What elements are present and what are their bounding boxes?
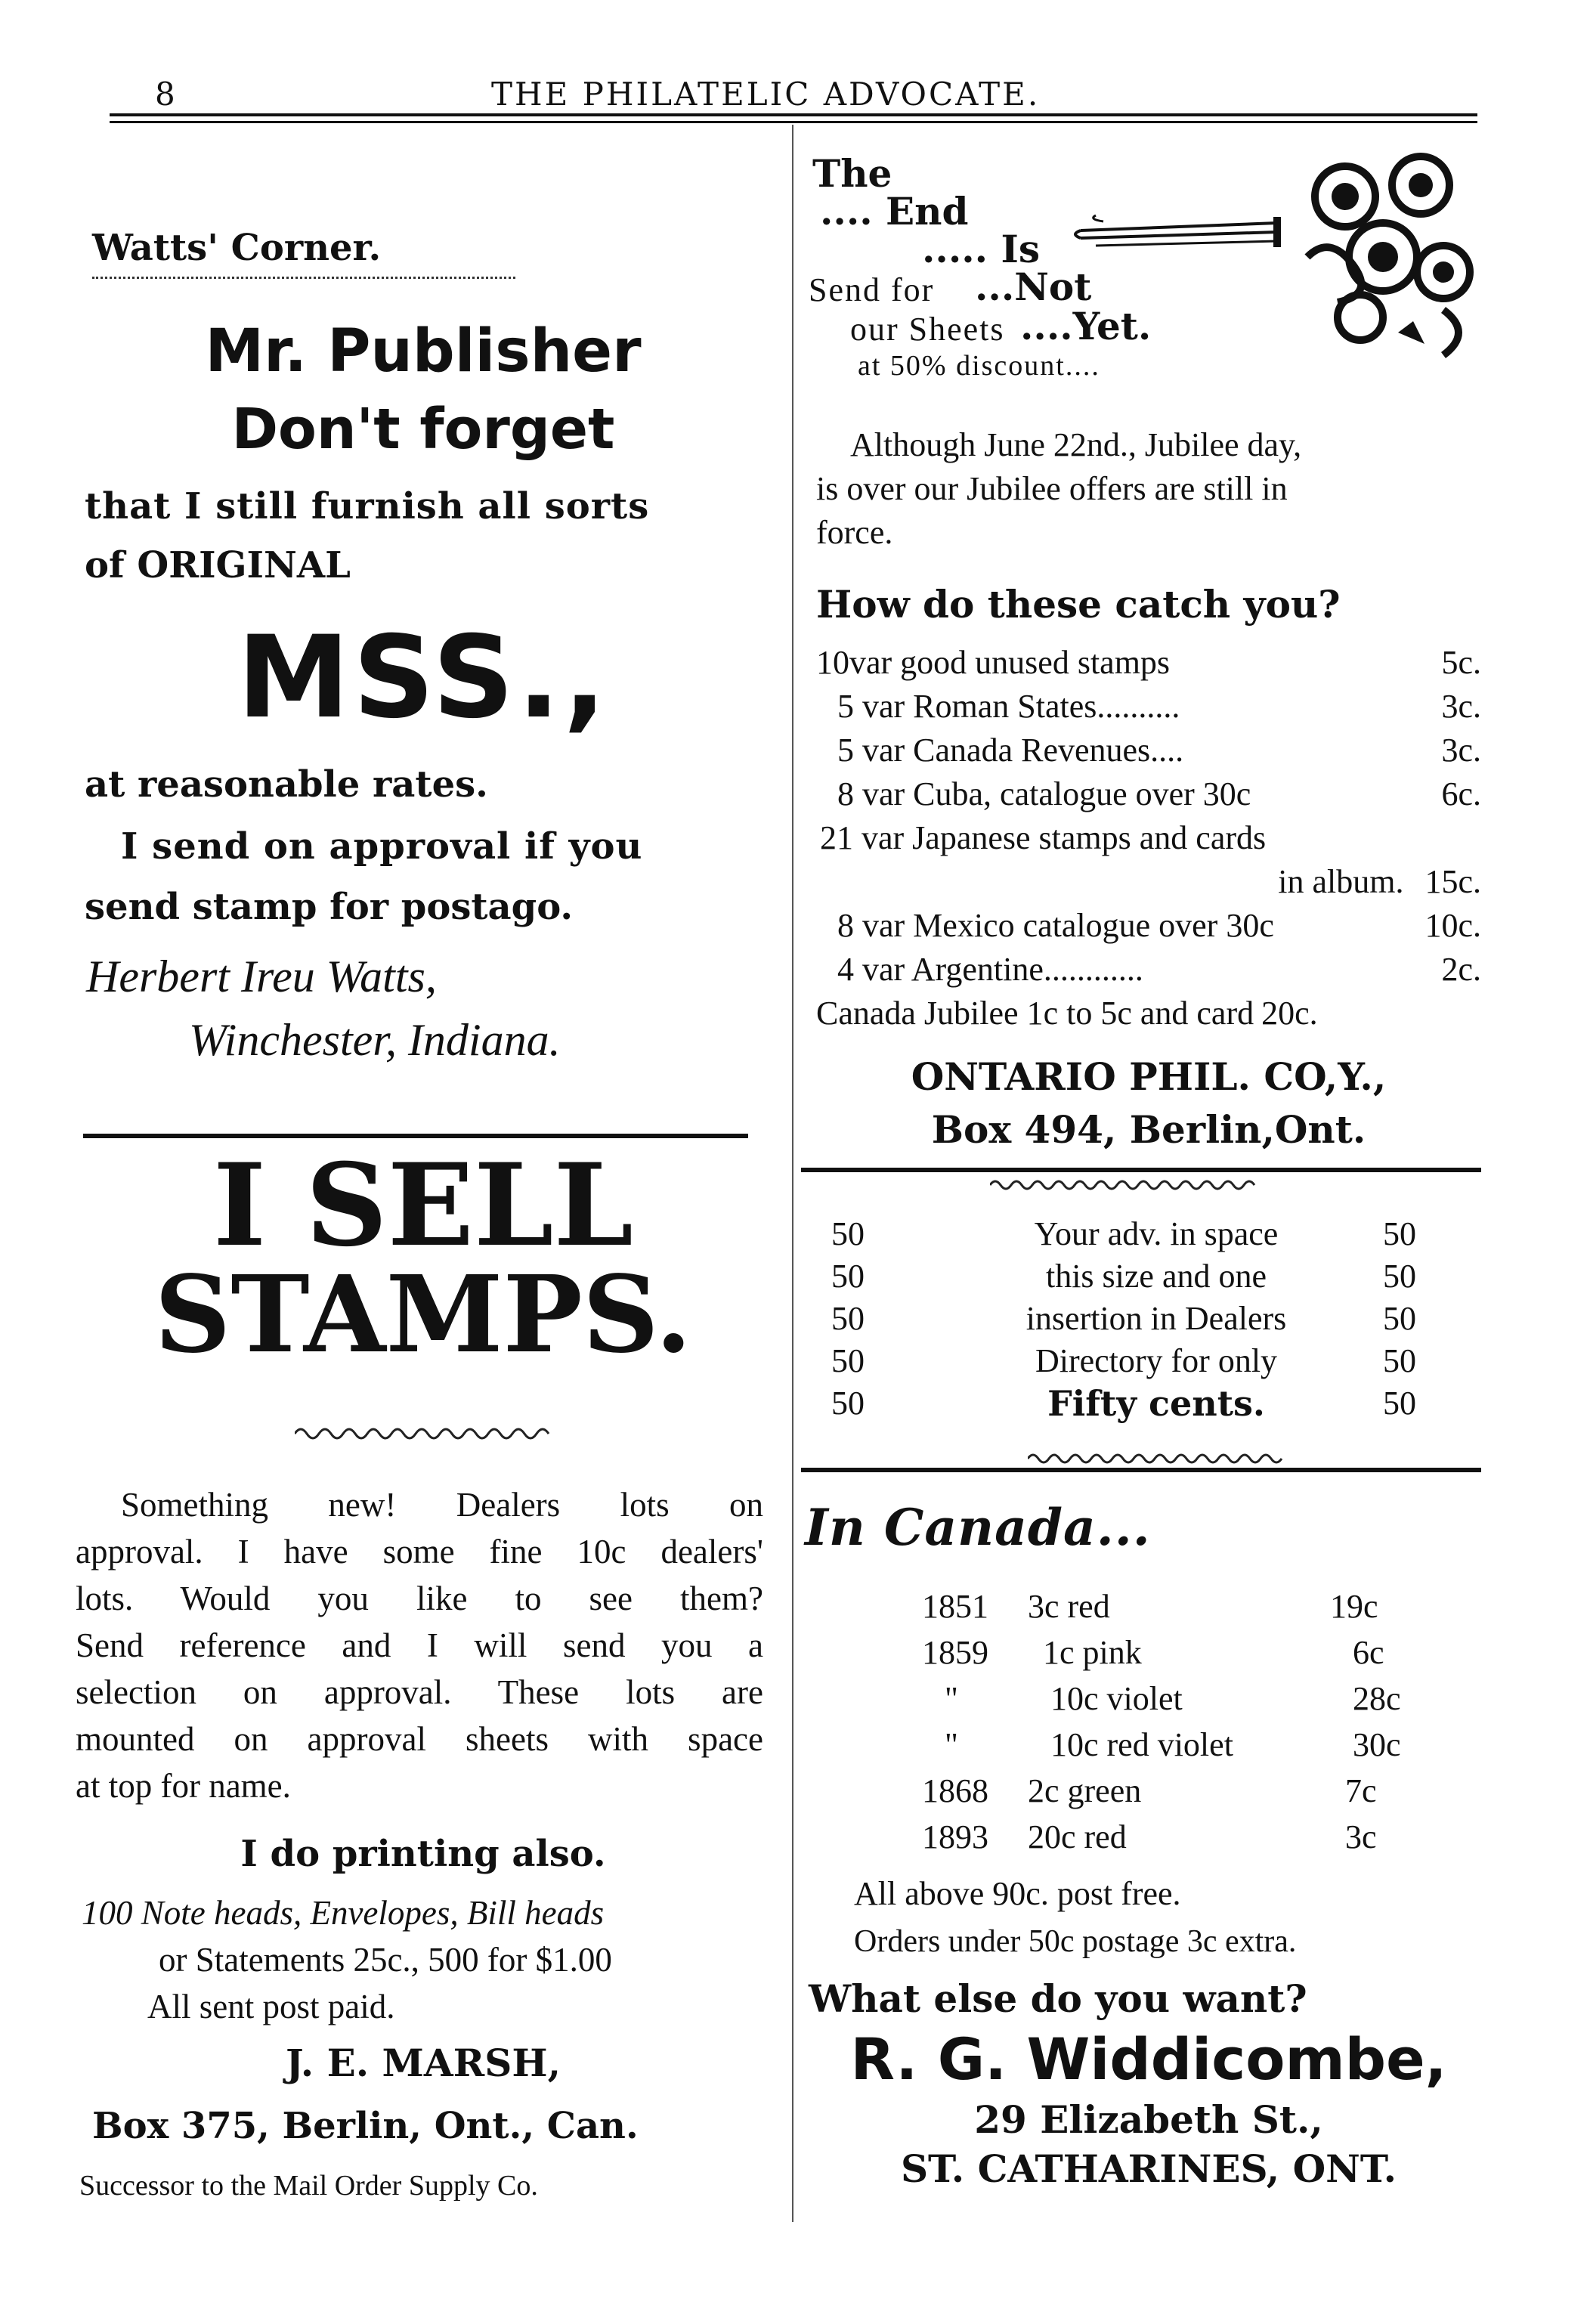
item-price: 3c. bbox=[1441, 732, 1481, 769]
space-ad-text: this size and one bbox=[1045, 1258, 1267, 1295]
stamp-year: 1859 bbox=[922, 1634, 988, 1671]
marsh-stamps: STAMPS. bbox=[154, 1253, 692, 1377]
space-left-num: 50 bbox=[831, 1385, 865, 1422]
price-list-row bbox=[816, 685, 1481, 729]
space-ad-row bbox=[801, 1298, 1481, 1340]
item-desc: 5 var Roman States.......... bbox=[837, 688, 1180, 725]
ontario-intro-line: is over our Jubilee offers are still in bbox=[816, 470, 1288, 507]
price-list-row bbox=[816, 860, 1481, 904]
watts-signature-name: Herbert Ireu Watts, bbox=[86, 952, 437, 1001]
widdicombe-table bbox=[922, 1583, 1406, 1860]
widdicombe-row bbox=[922, 1722, 1406, 1768]
widdicombe-note-2: Orders under 50c postage 3c extra. bbox=[854, 1924, 1297, 1959]
item-desc: 5 var Canada Revenues.... bbox=[837, 732, 1184, 769]
page-number: 8 bbox=[155, 76, 175, 113]
teaser-send-for: Send for bbox=[809, 271, 935, 308]
watts-furnish: that I still furnish all sorts bbox=[85, 485, 650, 528]
marsh-body-line: mounted on approval sheets with space bbox=[76, 1720, 763, 1758]
marsh-wavy-rule bbox=[295, 1425, 552, 1443]
widdicombe-heading: In Canada... bbox=[805, 1498, 1151, 1557]
ontario-price-list bbox=[816, 641, 1481, 1035]
space-ad-text: insertion in Dealers bbox=[1025, 1300, 1287, 1337]
watts-mss: MSS., bbox=[237, 612, 610, 744]
marsh-address: Box 375, Berlin, Ont., Can. bbox=[92, 2105, 639, 2147]
watts-original: of ORIGINAL bbox=[85, 544, 351, 586]
space-ad-row bbox=[801, 1382, 1481, 1425]
stamp-desc: 3c red bbox=[1028, 1588, 1110, 1625]
marsh-printing-line: All sent post paid. bbox=[147, 1988, 395, 2025]
item-desc: Canada Jubilee 1c to 5c and card bbox=[816, 995, 1254, 1032]
marsh-printing-heading: I do printing also. bbox=[240, 1833, 606, 1875]
stamp-desc: 2c green bbox=[1028, 1772, 1142, 1809]
space-right-num: 50 bbox=[1383, 1300, 1416, 1337]
watts-heading-dots bbox=[92, 277, 515, 279]
marsh-body-line: at top for name. bbox=[76, 1767, 291, 1805]
widdicombe-question: What else do you want? bbox=[809, 1976, 1307, 2021]
item-price: 10c. bbox=[1425, 907, 1481, 944]
watts-dont-forget: Don't forget bbox=[231, 397, 615, 462]
item-desc: 10var good unused stamps bbox=[816, 644, 1171, 681]
right-wavy-rule-1 bbox=[990, 1177, 1262, 1193]
space-right-num: 50 bbox=[1383, 1385, 1416, 1422]
space-ad-text: Directory for only bbox=[1035, 1342, 1278, 1379]
space-left-num: 50 bbox=[831, 1342, 865, 1379]
space-ad-row bbox=[801, 1340, 1481, 1382]
price-list-row bbox=[816, 772, 1481, 816]
price-list-row bbox=[816, 904, 1481, 948]
item-price: 20c. bbox=[1261, 995, 1318, 1032]
item-desc: in album. bbox=[1278, 863, 1404, 900]
stamp-year: 1851 bbox=[922, 1588, 988, 1625]
widdicombe-street: 29 Elizabeth St., bbox=[974, 2097, 1323, 2142]
space-ad-text: Fifty cents. bbox=[1047, 1383, 1265, 1424]
widdicombe-ad bbox=[801, 1481, 1496, 2222]
teaser-discount: at 50% discount.... bbox=[858, 350, 1100, 382]
space-right-num: 50 bbox=[1383, 1215, 1416, 1252]
item-price: 15c. bbox=[1425, 863, 1481, 900]
marsh-name: J. E. MARSH, bbox=[286, 2041, 561, 2085]
marsh-body bbox=[76, 1481, 763, 1809]
widdicombe-row bbox=[922, 1676, 1406, 1722]
space-left-num: 50 bbox=[831, 1300, 865, 1337]
item-price: 5c. bbox=[1441, 644, 1481, 681]
header-rule-top bbox=[110, 113, 1477, 116]
price-list-row bbox=[816, 948, 1481, 992]
stamp-year: " bbox=[945, 1680, 958, 1717]
space-ad-row bbox=[801, 1255, 1481, 1298]
stamp-year: 1893 bbox=[922, 1818, 988, 1855]
stamp-year: " bbox=[945, 1726, 958, 1763]
widdicombe-row bbox=[922, 1629, 1406, 1676]
pointing-arrow-icon bbox=[1073, 200, 1300, 268]
stamp-price: 30c bbox=[1353, 1726, 1401, 1763]
watts-rates: at reasonable rates. bbox=[85, 763, 488, 806]
ontario-name: ONTARIO PHIL. CO,Y., bbox=[911, 1054, 1387, 1099]
space-left-num: 50 bbox=[831, 1258, 865, 1295]
ontario-intro bbox=[816, 423, 1481, 555]
watts-publisher: Mr. Publisher bbox=[205, 317, 642, 385]
watts-signature-city: Winchester, Indiana. bbox=[189, 1015, 561, 1065]
marsh-i-sell: I SELL bbox=[213, 1139, 633, 1272]
stamp-desc: 10c red violet bbox=[1050, 1726, 1233, 1763]
teaser-is: ..... Is bbox=[922, 227, 1040, 271]
price-list-row bbox=[816, 729, 1481, 772]
price-list-row bbox=[816, 641, 1481, 685]
running-head: THE PHILATELIC ADVOCATE. bbox=[491, 76, 1041, 113]
watts-approval: I send on approval if you bbox=[121, 825, 643, 868]
marsh-printing-line: or Statements 25c., 500 for $1.00 bbox=[159, 1941, 612, 1979]
teaser-not: ...Not bbox=[975, 265, 1092, 309]
ontario-address: Box 494, Berlin,Ont. bbox=[931, 1107, 1366, 1152]
price-list-row bbox=[816, 992, 1481, 1035]
widdicombe-city: ST. CATHARINES, ONT. bbox=[900, 2146, 1397, 2191]
price-list-row bbox=[816, 816, 1481, 860]
space-ad bbox=[801, 1213, 1481, 1425]
widdicombe-name: R. G. Widdicombe, bbox=[850, 2025, 1447, 2093]
ontario-ad bbox=[801, 136, 1496, 1194]
space-ad-row bbox=[801, 1213, 1481, 1255]
ontario-question: How do these catch you? bbox=[816, 582, 1341, 627]
widdicombe-note-1: All above 90c. post free. bbox=[854, 1875, 1181, 1912]
marsh-printing-line: 100 Note heads, Envelopes, Bill heads bbox=[82, 1894, 605, 1932]
watts-postage: send stamp for postago. bbox=[85, 886, 574, 928]
teaser-the: The bbox=[812, 151, 892, 196]
stamp-desc: 1c pink bbox=[1043, 1634, 1142, 1671]
teaser-yet: ....Yet. bbox=[1020, 304, 1152, 348]
right-wavy-rule-2 bbox=[1028, 1451, 1285, 1466]
stamp-price: 3c bbox=[1345, 1818, 1377, 1855]
widdicombe-row bbox=[922, 1768, 1406, 1814]
marsh-printing bbox=[76, 1889, 771, 2030]
item-desc: 8 var Mexico catalogue over 30c bbox=[837, 907, 1274, 944]
space-right-num: 50 bbox=[1383, 1258, 1416, 1295]
column-divider bbox=[792, 125, 793, 2222]
marsh-body-line: selection on approval. These lots are bbox=[76, 1673, 763, 1711]
item-price: 2c. bbox=[1441, 951, 1481, 988]
space-ad-text: Your adv. in space bbox=[1034, 1215, 1279, 1252]
watts-heading: Watts' Corner. bbox=[92, 227, 382, 269]
item-price: 6c. bbox=[1441, 775, 1481, 812]
item-desc: 4 var Argentine............ bbox=[837, 951, 1143, 988]
marsh-body-line: lots. Would you like to see them? bbox=[76, 1580, 763, 1617]
teaser-our-sheets: our Sheets bbox=[850, 311, 1005, 348]
stamp-price: 19c bbox=[1330, 1588, 1378, 1625]
item-price: 3c. bbox=[1441, 688, 1481, 725]
stamp-desc: 20c red bbox=[1028, 1818, 1127, 1855]
widdicombe-row bbox=[922, 1583, 1406, 1629]
space-right-num: 50 bbox=[1383, 1342, 1416, 1379]
right-divider-2 bbox=[801, 1468, 1481, 1472]
stamp-price: 6c bbox=[1353, 1634, 1384, 1671]
marsh-body-line: Something new! Dealers lots on bbox=[121, 1486, 763, 1524]
item-desc: 21 var Japanese stamps and cards bbox=[820, 819, 1267, 856]
left-divider bbox=[83, 1134, 748, 1138]
teaser-end: .... End bbox=[820, 189, 969, 234]
marsh-body-line: Send reference and I will send you a bbox=[76, 1626, 763, 1664]
space-left-num: 50 bbox=[831, 1215, 865, 1252]
stamp-desc: 10c violet bbox=[1050, 1680, 1183, 1717]
stamp-price: 28c bbox=[1353, 1680, 1401, 1717]
stamp-year: 1868 bbox=[922, 1772, 988, 1809]
ontario-intro-line: Although June 22nd., Jubilee day, bbox=[850, 426, 1302, 463]
widdicombe-row bbox=[922, 1814, 1406, 1860]
stamp-price: 7c bbox=[1345, 1772, 1377, 1809]
marsh-successor: Successor to the Mail Order Supply Co. bbox=[79, 2170, 538, 2202]
item-desc: 8 var Cuba, catalogue over 30c bbox=[837, 775, 1251, 812]
header-rule-bottom bbox=[110, 121, 1477, 123]
scroll-ornament-icon bbox=[1292, 144, 1489, 363]
marsh-body-line: approval. I have some fine 10c dealers' bbox=[76, 1533, 763, 1570]
right-divider-1 bbox=[801, 1168, 1481, 1172]
ontario-intro-line: force. bbox=[816, 514, 893, 551]
